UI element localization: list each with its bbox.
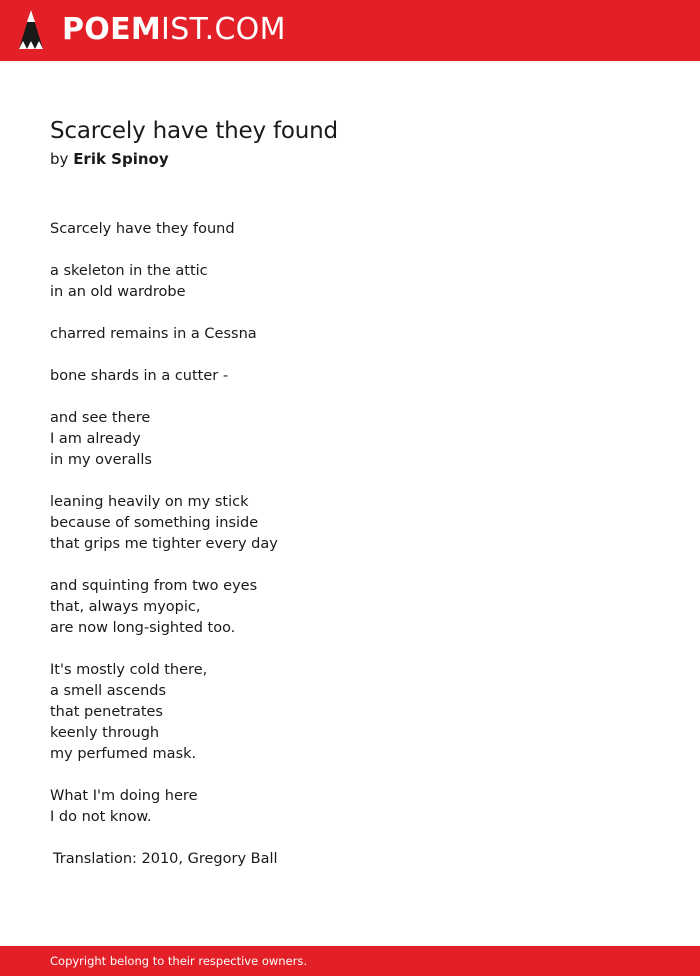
by-label: by [50,150,69,168]
poem-title: Scarcely have they found [50,118,338,144]
poem-line: are now long-sighted too. [50,620,236,636]
stanza [50,261,650,303]
poem-line: What I'm doing here [50,788,198,804]
poem-line: bone shards in a cutter - [50,368,229,384]
site-footer [0,946,700,976]
copyright-text: Copyright belong to their respective owners. [50,954,308,968]
poem-line: charred remains in a Cessna [50,326,257,342]
stanza [50,660,650,765]
byline [50,149,169,169]
stanza [50,492,650,555]
poem-line: keenly through [50,725,160,741]
pencil-icon[interactable] [17,9,45,53]
poem-line: in my overalls [50,452,152,468]
poem-line: that penetrates [50,704,163,720]
stanza [50,366,650,387]
stanza [50,408,650,471]
stanza [50,576,650,639]
poem-line: because of something inside [50,515,259,531]
site-header [0,0,700,61]
poem-line: I am already [50,431,141,447]
poem-line: It's mostly cold there, [50,662,208,678]
poem-line: a skeleton in the attic [50,263,208,279]
poem-line: that, always myopic, [50,599,201,615]
poem-body [50,219,650,849]
stanza [50,219,650,240]
stanza [50,324,650,345]
poem-line: Scarcely have they found [50,221,235,237]
stanza [50,786,650,828]
poem-line: and squinting from two eyes [50,578,258,594]
site-logo[interactable] [62,12,286,48]
poem-line: and see there [50,410,151,426]
poem-line: leaning heavily on my stick [50,494,249,510]
author-name: Erik Spinoy [73,150,169,168]
brand-light-text: IST.COM [161,12,286,47]
poem-line: my perfumed mask. [50,746,197,762]
poem-line: I do not know. [50,809,152,825]
brand-bold-text: POEM [62,12,162,47]
poem-line: in an old wardrobe [50,284,186,300]
translation-credit: Translation: 2010, Gregory Ball [53,851,278,867]
poem-line: a smell ascends [50,683,167,699]
poem-line: that grips me tighter every day [50,536,278,552]
